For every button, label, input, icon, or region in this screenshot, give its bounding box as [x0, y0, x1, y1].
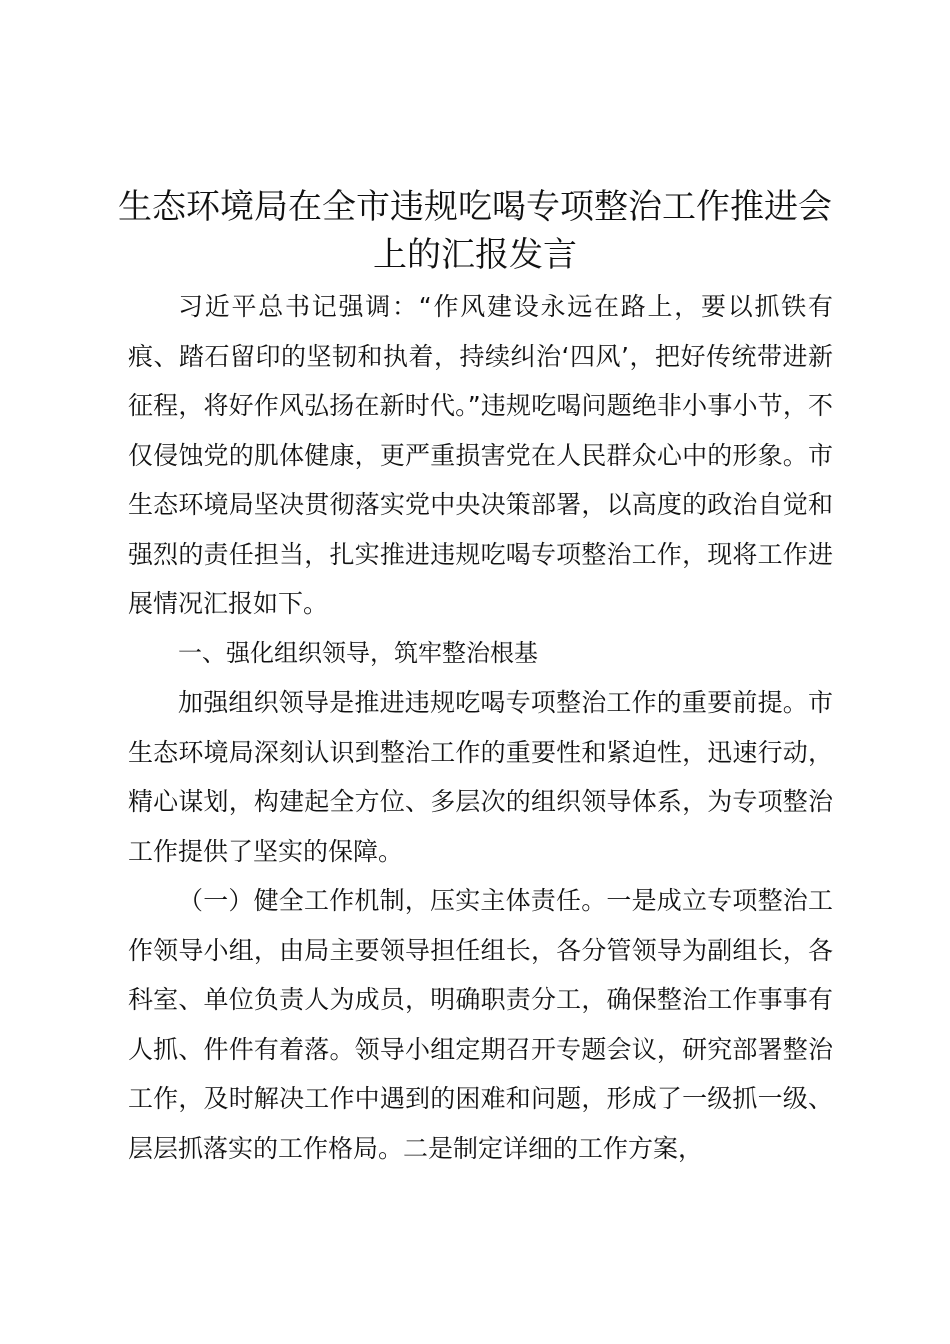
- section-heading-1: 一、强化组织领导，筑牢整治根基: [178, 638, 538, 667]
- paragraph-section-1: 加强组织领导是推进违规吃喝专项整治工作的重要前提。市生态环境局深刻认识到整治工作的重要性和紧迫性，迅速行动，精心谋划，构建起全方位、多层次的组织领导体系，为专项整治工作提供了坚实的保障。: [128, 688, 833, 866]
- document-body: [128, 282, 833, 1173]
- paragraph-subsection-1: （一）健全工作机制，压实主体责任。一是成立专项整治工作领导小组，由局主要领导担任组长，各分管领导为副组长，各科室、单位负责人为成员，明确职责分工，确保整治工作事事有人抓、件件有着落。领导小组定期召开专题会议，研究部署整治工作，及时解决工作中遇到的困难和问题，形成了一级抓一级、层层抓落实的工作格局。二是制定详细的工作方案，: [128, 886, 833, 1163]
- paragraph-intro: 习近平总书记强调：“作风建设永远在路上，要以抓铁有痕、踏石留印的坚韧和执着，持续纠治‘四风’，把好传统带进新征程，将好作风弘扬在新时代。”违规吃喝问题绝非小事小节，不仅侵蚀党的肌体健康，更严重损害党在人民群众心中的形象。市生态环境局坚决贯彻落实党中央决策部署，以高度的政治自觉和强烈的责任担当，扎实推进违规吃喝专项整治工作，现将工作进展情况汇报如下。: [128, 292, 833, 618]
- document-title: 生态环境局在全市违规吃喝专项整治工作推进会上的汇报发言: [118, 187, 832, 275]
